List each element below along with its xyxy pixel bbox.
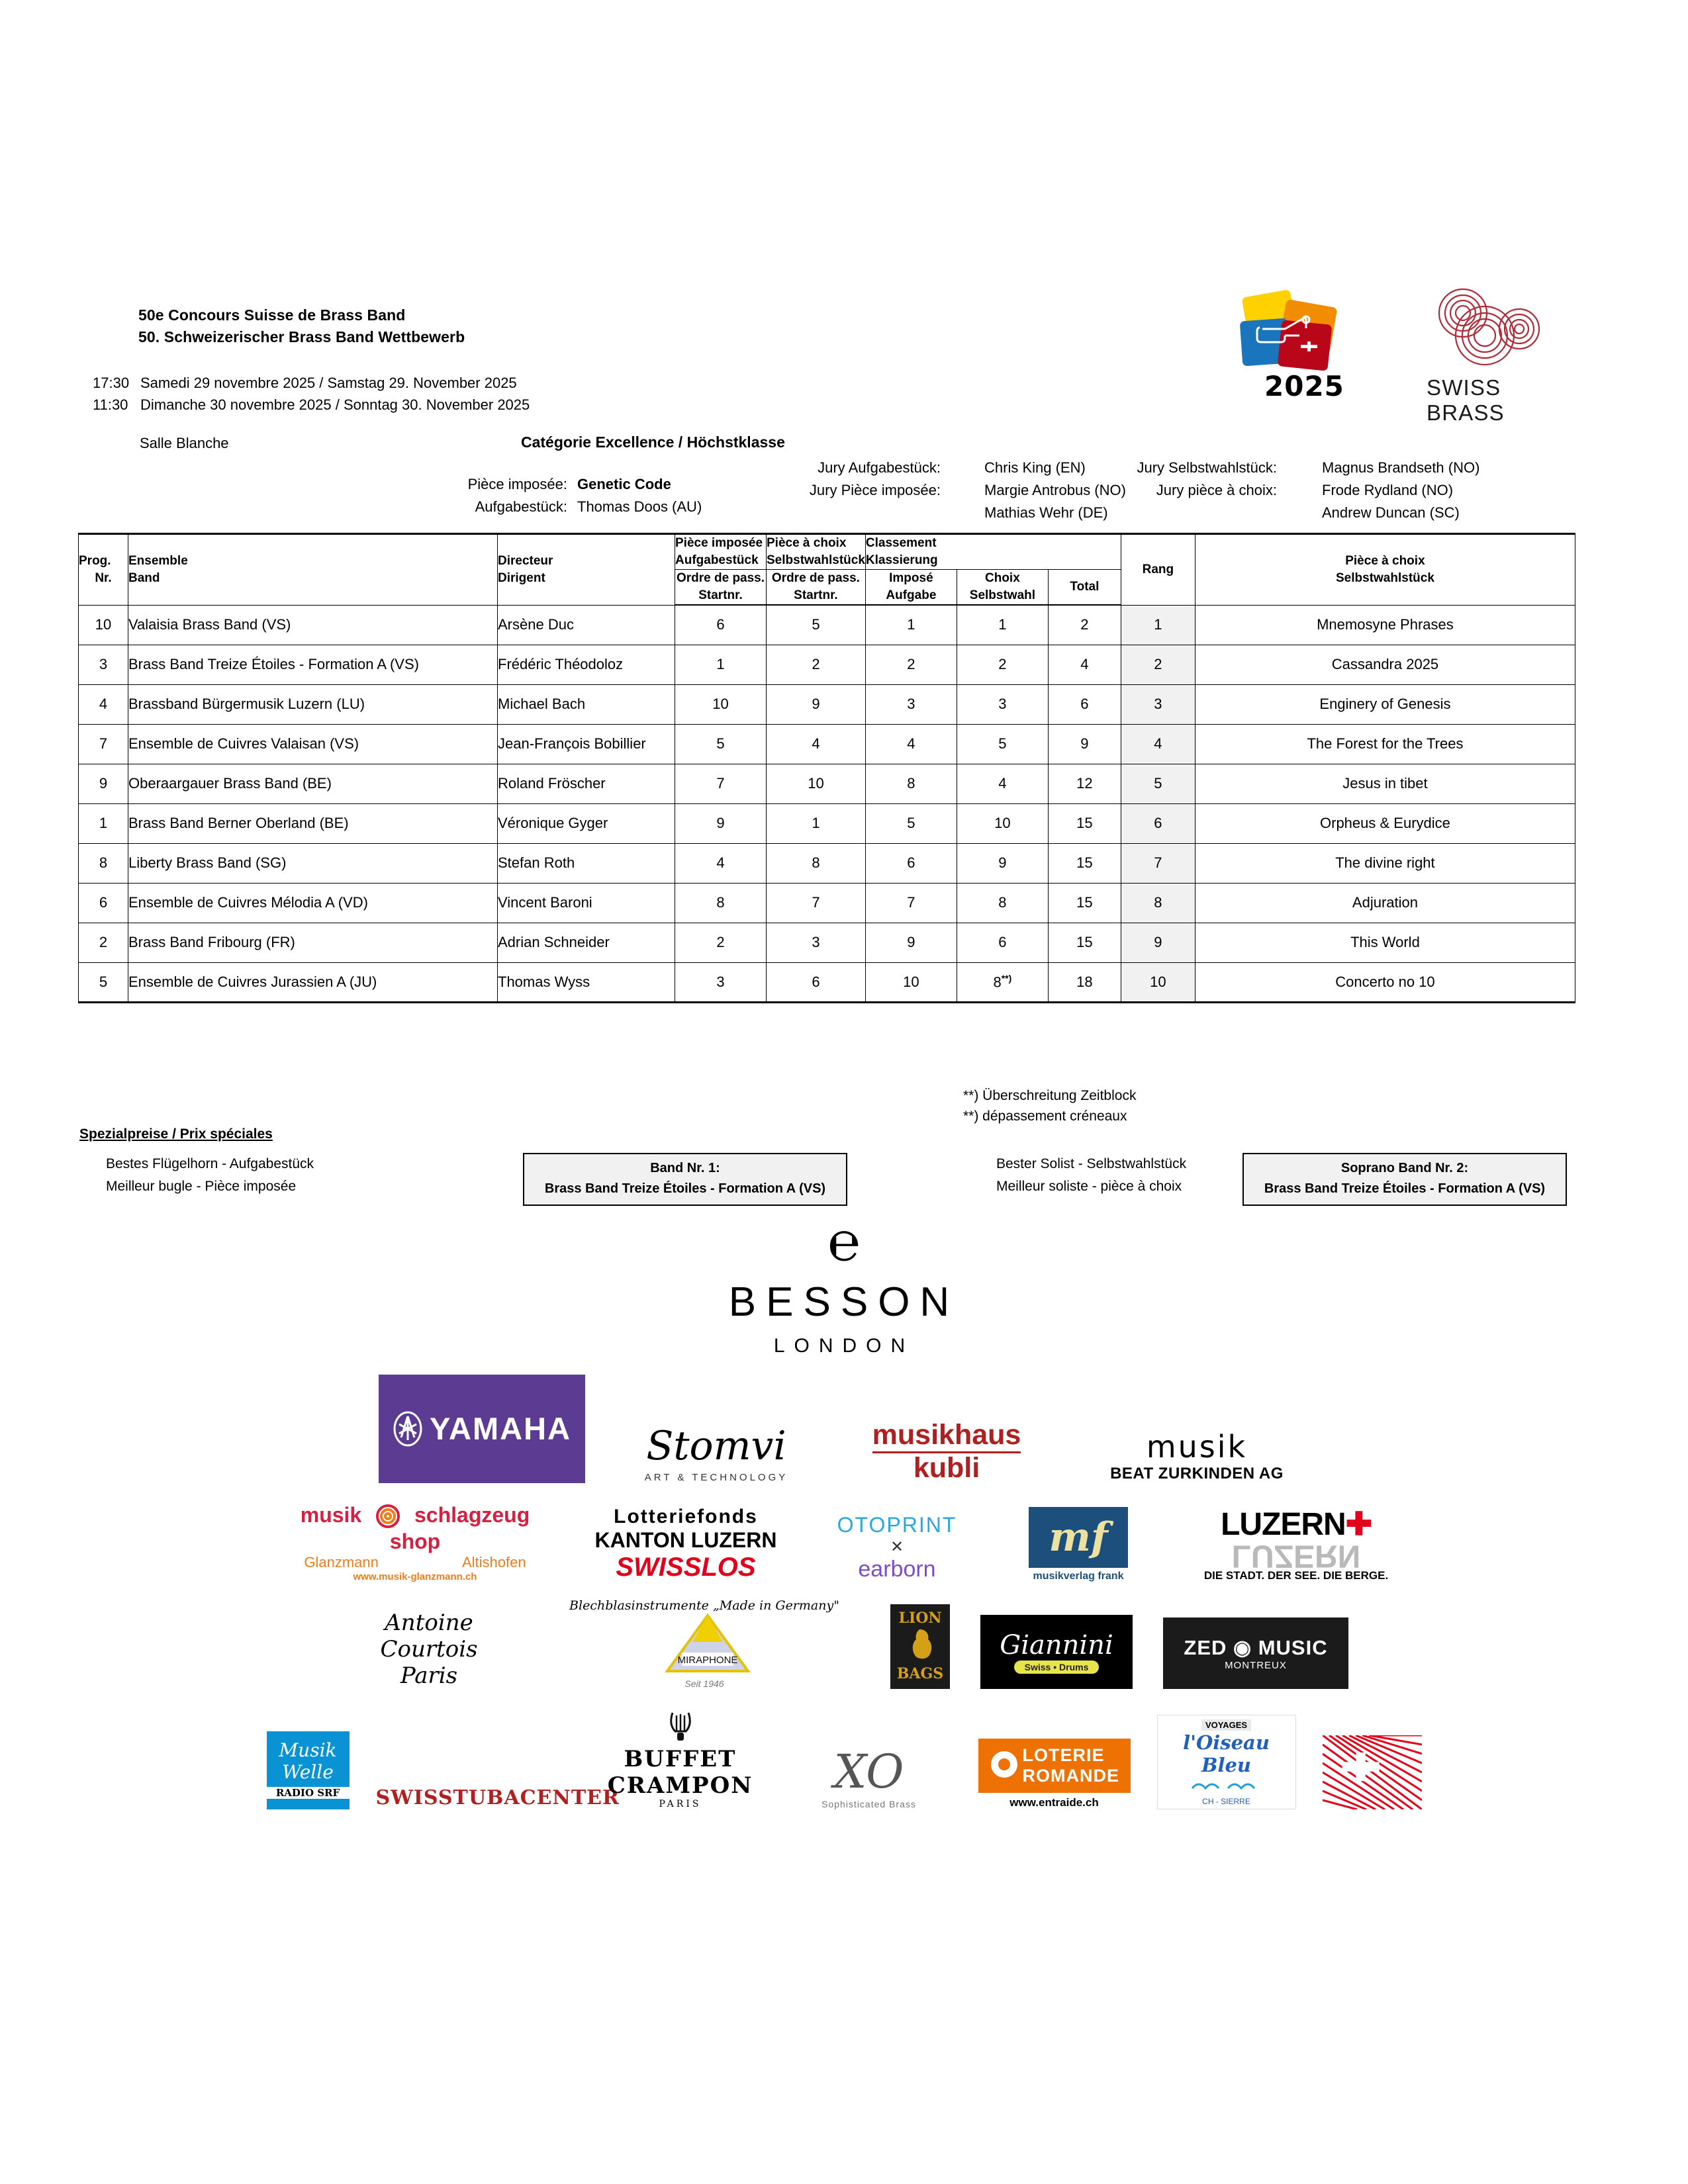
cell-order-set: 1 <box>675 645 767 684</box>
header-own-title <box>1195 534 1575 606</box>
courtois-line2: Paris <box>400 1662 458 1690</box>
buffet-line2: CRAMPON <box>607 1772 753 1799</box>
cell-class-choice: 5 <box>957 724 1048 764</box>
glanzmann-musik: musik <box>300 1502 362 1527</box>
loterie-mark-icon <box>989 1749 1019 1783</box>
cell-class-imposed: 5 <box>865 803 957 843</box>
cell-order-own: 7 <box>767 883 866 923</box>
prize-1-fr: Meilleur bugle - Pièce imposée <box>106 1179 297 1194</box>
venue-name: Salle Blanche <box>140 435 229 451</box>
sponsor-antoine-courtois <box>340 1610 518 1689</box>
results-table <box>78 533 1575 1003</box>
giannini-label: Giannini <box>1000 1630 1113 1661</box>
session-2-time: 11:30 <box>93 396 128 413</box>
sponsor-row-3 <box>0 1503 1688 1583</box>
mf-sub: musikverlag frank <box>1033 1570 1124 1582</box>
prize-2-winner-label: Soprano Band Nr. 2: <box>1340 1161 1469 1175</box>
otoprint-cross-icon: ✕ <box>890 1538 904 1557</box>
sponsor-xo-brass <box>786 1745 952 1809</box>
cell-director: Michael Bach <box>498 684 675 724</box>
musikwelle-radio-srf: RADIO SRF <box>267 1787 350 1799</box>
session-2 <box>93 394 530 416</box>
sponsor-buffet-crampon <box>601 1709 760 1809</box>
footnotes <box>963 1085 1136 1126</box>
document-title <box>138 304 465 348</box>
cell-prog-nr: 10 <box>79 605 128 645</box>
cell-rank: 3 <box>1121 684 1195 724</box>
glanzmann-url: www.musik-glanzmann.ch <box>353 1571 477 1583</box>
header-prog-fr: Prog. <box>79 553 111 568</box>
cell-band-name: Ensemble de Cuivres Mélodia A (VD) <box>128 883 498 923</box>
zurkinden-line1: musik <box>1146 1428 1248 1465</box>
swiss-brass-wordmark: SWISS BRASS <box>1427 375 1505 425</box>
zed-word2: MUSIC <box>1258 1635 1328 1659</box>
cell-order-set: 6 <box>675 605 767 645</box>
cell-band-name: Oberaargauer Brass Band (BE) <box>128 764 498 803</box>
jury-own-member: Andrew Duncan (SC) <box>1322 504 1460 521</box>
table-row <box>79 764 1575 803</box>
sponsor-besson <box>659 1205 1029 1357</box>
jury-own-member: Frode Rydland (NO) <box>1322 482 1454 498</box>
cell-own-piece: Cassandra 2025 <box>1195 645 1575 684</box>
header-total: Total <box>1048 570 1121 606</box>
oiseau-voyages: VOYAGES <box>1201 1719 1251 1731</box>
title-de: 50. Schweizerischer Brass Band Wettbewerb <box>138 328 465 345</box>
footnote-de: **) Überschreitung Zeitblock <box>963 1088 1137 1103</box>
swiss-brass-band-2025-logo-icon <box>1228 281 1380 407</box>
cell-class-imposed: 4 <box>865 724 957 764</box>
cell-total: 2 <box>1048 605 1121 645</box>
svg-text:MIRAPHONE: MIRAPHONE <box>677 1655 738 1666</box>
zed-sub: MONTREUX <box>1225 1659 1287 1671</box>
cell-director: Stefan Roth <box>498 843 675 883</box>
piece-label-de: Aufgabestück: <box>475 498 567 515</box>
miraphone-since: Seit 1946 <box>684 1678 724 1690</box>
header-order-set-fr: Ordre de pass. <box>676 571 765 585</box>
musikwelle-line1: Musik <box>279 1739 337 1762</box>
luzern-text: LUZERN <box>1221 1507 1346 1543</box>
glanzmann-shop: schlagzeug shop <box>389 1502 530 1554</box>
cell-rank: 7 <box>1121 843 1195 883</box>
piece-composer: Thomas Doos (AU) <box>577 498 702 515</box>
sponsor-swiss-flag <box>1323 1735 1422 1809</box>
cell-rank: 9 <box>1121 923 1195 962</box>
category-title: Catégorie Excellence / Höchstklasse <box>521 433 785 451</box>
sponsor-musikwelle-radio-srf <box>267 1731 350 1809</box>
jury-own-label-fr: Jury pièce à choix: <box>1156 482 1277 498</box>
header-class-de: Klassierung <box>865 553 938 567</box>
table-header <box>79 534 1575 606</box>
sponsor-row-4 <box>0 1598 1688 1689</box>
cell-class-imposed: 9 <box>865 923 957 962</box>
header-prog-de: Nr. <box>95 570 112 585</box>
cell-own-piece: Mnemosyne Phrases <box>1195 605 1575 645</box>
loterie-line2: ROMANDE <box>1022 1766 1119 1786</box>
sponsor-lotteriefonds-swisslos <box>586 1506 785 1582</box>
header-own-fr: Pièce à choix <box>767 536 847 550</box>
sponsor-yamaha <box>379 1375 585 1483</box>
table-row <box>79 803 1575 843</box>
cell-class-imposed: 10 <box>865 962 957 1002</box>
jury-own-member: Magnus Brandseth (NO) <box>1322 459 1480 476</box>
swisslos-label: SWISSLOS <box>616 1553 756 1582</box>
header-order-own-de: Startnr. <box>794 588 838 602</box>
cell-order-own: 8 <box>767 843 866 883</box>
special-prizes-title: Spezialpreise / Prix spéciales <box>79 1126 273 1142</box>
oiseau-location: CH - SIERRE <box>1202 1797 1250 1807</box>
miraphone-triangle-icon <box>665 1613 751 1677</box>
cell-rank: 8 <box>1121 883 1195 923</box>
piece-label-fr: Pièce imposée: <box>467 476 567 492</box>
cell-order-set: 7 <box>675 764 767 803</box>
jury-set-member: Chris King (EN) <box>984 459 1086 476</box>
cell-order-own: 1 <box>767 803 866 843</box>
header-own-de: Selbstwahlstück <box>767 553 865 567</box>
prize-1-winner-label: Band Nr. 1: <box>650 1161 720 1175</box>
cell-class-choice: 9 <box>957 843 1048 883</box>
set-piece-labels <box>408 473 567 518</box>
sponsor-musikverlag-frank <box>1009 1507 1148 1582</box>
table-row <box>79 883 1575 923</box>
jury-own-members <box>1322 457 1479 524</box>
table-row <box>79 684 1575 724</box>
cell-total: 18 <box>1048 962 1121 1002</box>
cell-order-own: 10 <box>767 764 866 803</box>
buffet-lyre-icon <box>665 1709 696 1743</box>
mf-monogram: mf <box>1029 1507 1128 1568</box>
cell-class-imposed: 2 <box>865 645 957 684</box>
besson-sub: LONDON <box>773 1334 915 1357</box>
cell-order-own: 3 <box>767 923 866 962</box>
jury-set-labels <box>749 457 941 502</box>
cell-own-piece: Concerto no 10 <box>1195 962 1575 1002</box>
sponsor-swisstubacenter <box>375 1786 620 1810</box>
cell-band-name: Ensemble de Cuivres Valaisan (VS) <box>128 724 498 764</box>
cell-order-set: 8 <box>675 883 767 923</box>
header-choice-de: Selbstwahlstück <box>1336 570 1434 585</box>
cell-class-imposed: 8 <box>865 764 957 803</box>
cell-total: 15 <box>1048 803 1121 843</box>
cell-rank: 10 <box>1121 962 1195 1002</box>
header-set-fr: Pièce imposée <box>675 536 763 550</box>
miraphone-tagline: Blechblasinstrumente „Made in Germany" <box>569 1598 839 1614</box>
special-prize-2-labels <box>996 1153 1186 1198</box>
giannini-sub: Swiss • Drums <box>1014 1661 1100 1674</box>
cell-prog-nr: 6 <box>79 883 128 923</box>
cell-order-set: 2 <box>675 923 767 962</box>
jury-set-member: Margie Antrobus (NO) <box>984 482 1126 498</box>
header-class-fr: Classement <box>865 536 937 550</box>
cell-director: Frédéric Théodoloz <box>498 645 675 684</box>
table-row <box>79 645 1575 684</box>
courtois-line1: Antoine Courtois <box>380 1610 478 1663</box>
cell-total: 15 <box>1048 843 1121 883</box>
cell-order-own: 2 <box>767 645 866 684</box>
header-imposed-de: Aufgabe <box>886 588 937 602</box>
zed-word1: ZED <box>1184 1635 1227 1659</box>
cell-band-name: Liberty Brass Band (SG) <box>128 843 498 883</box>
cell-band-name: Valaisia Brass Band (VS) <box>128 605 498 645</box>
table-row <box>79 724 1575 764</box>
header-imposed-fr: Imposé <box>889 571 933 585</box>
sponsor-oiseau-bleu <box>1157 1715 1296 1809</box>
sponsor-giannini <box>980 1615 1133 1689</box>
luzern-tagline: DIE STADT. DER SEE. DIE BERGE. <box>1203 1569 1389 1582</box>
cell-own-piece: This World <box>1195 923 1575 962</box>
header-ensemble-fr: Ensemble <box>128 553 188 568</box>
luzern-cross-icon: ✚ <box>1345 1507 1372 1543</box>
header-order-own-fr: Ordre de pass. <box>771 571 860 585</box>
cell-band-name: Brassband Bürgermusik Luzern (LU) <box>128 684 498 724</box>
lotteriefonds-line2: KANTON LUZERN <box>594 1528 777 1553</box>
buffet-line3: PARIS <box>659 1799 702 1810</box>
glanzmann-line1 <box>273 1503 557 1555</box>
cell-class-choice: 8 <box>957 883 1048 923</box>
cell-own-piece: The divine right <box>1195 843 1575 883</box>
table-row <box>79 605 1575 645</box>
stomvi-label: Stomvi <box>646 1422 786 1469</box>
besson-name: BESSON <box>728 1279 960 1325</box>
cell-own-piece: Jesus in tibet <box>1195 764 1575 803</box>
kubli-line1: musikhaus <box>872 1418 1021 1451</box>
table-body <box>79 605 1575 1002</box>
cell-rank: 1 <box>1121 605 1195 645</box>
zed-label <box>1184 1636 1327 1660</box>
cell-total: 9 <box>1048 724 1121 764</box>
cell-order-own: 5 <box>767 605 866 645</box>
session-1-date: Samedi 29 novembre 2025 / Samstag 29. November 2025 <box>140 375 517 391</box>
prize-2-de: Bester Solist - Selbstwahlstück <box>996 1156 1187 1171</box>
cell-own-piece: The Forest for the Trees <box>1195 724 1575 764</box>
cell-class-choice: 3 <box>957 684 1048 724</box>
cell-band-name: Ensemble de Cuivres Jurassien A (JU) <box>128 962 498 1002</box>
jury-own-labels <box>1085 457 1277 502</box>
logo-year: 2025 <box>1264 370 1344 402</box>
cell-class-imposed: 1 <box>865 605 957 645</box>
cell-director: Roland Fröscher <box>498 764 675 803</box>
sponsor-musik-glanzmann <box>273 1503 557 1583</box>
special-prize-1-labels <box>106 1153 314 1198</box>
otoprint-label: OTOPRINT <box>837 1513 957 1537</box>
header-director-fr: Directeur <box>498 553 553 568</box>
header-prog <box>79 534 128 606</box>
cell-band-name: Brass Band Berner Oberland (BE) <box>128 803 498 843</box>
header-choice-fr: Pièce à choix <box>1345 553 1425 568</box>
header-ensemble <box>128 534 498 606</box>
header-ensemble-de: Band <box>128 570 160 585</box>
header-class-imposed <box>865 570 957 606</box>
header-order-own <box>767 570 866 606</box>
kubli-line2: kubli <box>872 1451 1021 1483</box>
prize-1-winner: Brass Band Treize Étoiles - Formation A (VS) <box>544 1181 826 1196</box>
cell-prog-nr: 3 <box>79 645 128 684</box>
cell-prog-nr: 2 <box>79 923 128 962</box>
prize-2-fr: Meilleur soliste - pièce à choix <box>996 1179 1182 1194</box>
luzern-mirror: LUZERN <box>1231 1538 1361 1574</box>
cell-prog-nr: 9 <box>79 764 128 803</box>
zed-dot-icon: ◉ <box>1233 1635 1252 1659</box>
jury-own-label-de: Jury Selbstwahlstück: <box>1137 459 1277 476</box>
luzern-label <box>1204 1506 1388 1543</box>
cell-own-piece: Enginery of Genesis <box>1195 684 1575 724</box>
earborn-label: earborn <box>858 1557 936 1582</box>
sponsor-musikhaus-kubli <box>847 1418 1046 1484</box>
logo-area <box>1228 281 1572 425</box>
glanzmann-spiral-icon <box>367 1503 408 1529</box>
cell-total: 12 <box>1048 764 1121 803</box>
cell-band-name: Brass Band Treize Étoiles - Formation A (VS) <box>128 645 498 684</box>
cell-order-own: 4 <box>767 724 866 764</box>
cell-order-set: 5 <box>675 724 767 764</box>
header-order-set <box>675 570 767 606</box>
cell-order-set: 9 <box>675 803 767 843</box>
musikwelle-line2: Welle <box>282 1761 334 1784</box>
cell-total: 15 <box>1048 883 1121 923</box>
header-choix-de: Selbstwahl <box>969 588 1036 602</box>
header-classement <box>865 534 1121 570</box>
cell-prog-nr: 7 <box>79 724 128 764</box>
piece-title: Genetic Code <box>577 476 671 492</box>
footnote-fr: **) dépassement créneaux <box>963 1109 1127 1124</box>
sponsor-miraphone <box>549 1598 860 1689</box>
cell-own-piece: Orpheus & Eurydice <box>1195 803 1575 843</box>
table-row <box>79 962 1575 1002</box>
sponsor-otoprint-earborn <box>814 1513 980 1582</box>
jury-set-label-de: Jury Aufgabestück: <box>818 459 941 476</box>
cell-class-choice: 2 <box>957 645 1048 684</box>
cell-band-name: Brass Band Fribourg (FR) <box>128 923 498 962</box>
cell-class-choice: 6 <box>957 923 1048 962</box>
cell-director: Véronique Gyger <box>498 803 675 843</box>
cell-rank: 5 <box>1121 764 1195 803</box>
lion-line2: BAGS <box>896 1665 944 1683</box>
table-row <box>79 843 1575 883</box>
yamaha-label: YAMAHA <box>430 1411 571 1447</box>
oiseau-birds-icon <box>1187 1776 1266 1794</box>
jury-set-member: Mathias Wehr (DE) <box>984 504 1108 521</box>
lotteriefonds-line1: Lotteriefonds <box>614 1506 758 1528</box>
cell-order-own: 6 <box>767 962 866 1002</box>
cell-class-choice: 1 <box>957 605 1048 645</box>
yamaha-tuning-fork-icon <box>393 1411 423 1447</box>
loterie-url: www.entraide.ch <box>1009 1796 1099 1809</box>
swiss-flag-icon <box>1323 1735 1422 1809</box>
header-rank: Rang <box>1121 534 1195 606</box>
set-piece-values <box>577 473 702 518</box>
buffet-line1: BUFFET <box>624 1746 737 1773</box>
session-times <box>93 372 530 416</box>
jury-set-label-fr: Jury Pièce imposée: <box>809 482 941 498</box>
cell-total: 6 <box>1048 684 1121 724</box>
cell-prog-nr: 1 <box>79 803 128 843</box>
cell-order-own: 9 <box>767 684 866 724</box>
stomvi-sub: ART & TECHNOLOGY <box>644 1471 788 1483</box>
sponsor-row-2 <box>0 1375 1688 1483</box>
cell-order-set: 3 <box>675 962 767 1002</box>
session-1-time: 17:30 <box>93 375 130 391</box>
header-set-piece <box>675 534 767 570</box>
sponsor-row-1 <box>0 1205 1688 1357</box>
loterie-line1: LOTERIE <box>1022 1745 1105 1766</box>
sponsor-stadt-luzern <box>1177 1506 1415 1582</box>
header-director-de: Dirigent <box>498 570 545 585</box>
session-2-date: Dimanche 30 novembre 2025 / Sonntag 30. November 2025 <box>140 396 530 413</box>
header-choix-fr: Choix <box>985 571 1020 585</box>
swisstubacenter-label: SWISSTUBACENTER <box>375 1786 620 1810</box>
cell-director: Jean-François Bobillier <box>498 724 675 764</box>
header-order-set-de: Startnr. <box>698 588 743 602</box>
cell-total: 4 <box>1048 645 1121 684</box>
header-row-top <box>79 534 1575 570</box>
cell-total: 15 <box>1048 923 1121 962</box>
title-fr: 50e Concours Suisse de Brass Band <box>138 306 406 324</box>
glanzmann-place: Altishofen <box>462 1554 526 1571</box>
sponsor-stomvi <box>624 1423 809 1483</box>
cell-director: Vincent Baroni <box>498 883 675 923</box>
table-row <box>79 923 1575 962</box>
time-overrun-marker: **) <box>1001 972 1012 983</box>
cell-prog-nr: 4 <box>79 684 128 724</box>
besson-monogram-icon: ℮ <box>827 1210 861 1273</box>
header-own-piece <box>767 534 866 570</box>
zurkinden-line2: BEAT ZURKINDEN AG <box>1110 1464 1284 1482</box>
lion-icon <box>905 1627 935 1661</box>
sponsor-loterie-romande <box>978 1739 1131 1809</box>
cell-class-imposed: 6 <box>865 843 957 883</box>
cell-prog-nr: 8 <box>79 843 128 883</box>
sponsor-musik-zurkinden <box>1084 1429 1309 1483</box>
session-1 <box>93 372 530 394</box>
sponsor-zed-music <box>1163 1617 1348 1689</box>
cell-class-imposed: 3 <box>865 684 957 724</box>
sponsor-lion-bags <box>890 1604 950 1689</box>
cell-director: Thomas Wyss <box>498 962 675 1002</box>
cell-own-piece: Adjuration <box>1195 883 1575 923</box>
lion-line1: LION <box>898 1610 942 1627</box>
xo-monogram: XO <box>833 1745 904 1799</box>
cell-rank: 4 <box>1121 724 1195 764</box>
cell-order-set: 4 <box>675 843 767 883</box>
header-set-de: Aufgabestück <box>675 553 759 567</box>
prize-1-de: Bestes Flügelhorn - Aufgabestück <box>106 1156 314 1171</box>
cell-director: Adrian Schneider <box>498 923 675 962</box>
oiseau-name: l'Oiseau Bleu <box>1183 1731 1270 1777</box>
cell-class-choice: 8**) <box>957 962 1048 1002</box>
sponsor-row-5 <box>0 1709 1688 1809</box>
cell-class-choice: 4 <box>957 764 1048 803</box>
cell-prog-nr: 5 <box>79 962 128 1002</box>
cell-director: Arsène Duc <box>498 605 675 645</box>
cell-class-imposed: 7 <box>865 883 957 923</box>
cell-class-choice: 10 <box>957 803 1048 843</box>
cell-rank: 6 <box>1121 803 1195 843</box>
cell-rank: 2 <box>1121 645 1195 684</box>
cell-order-set: 10 <box>675 684 767 724</box>
sponsor-logos <box>0 1198 1688 1809</box>
glanzmann-name: Glanzmann <box>304 1554 379 1571</box>
header-class-choice <box>957 570 1048 606</box>
prize-2-winner: Brass Band Treize Étoiles - Formation A (VS) <box>1264 1181 1546 1196</box>
header-director <box>498 534 675 606</box>
xo-sub: Sophisticated Brass <box>821 1799 916 1810</box>
